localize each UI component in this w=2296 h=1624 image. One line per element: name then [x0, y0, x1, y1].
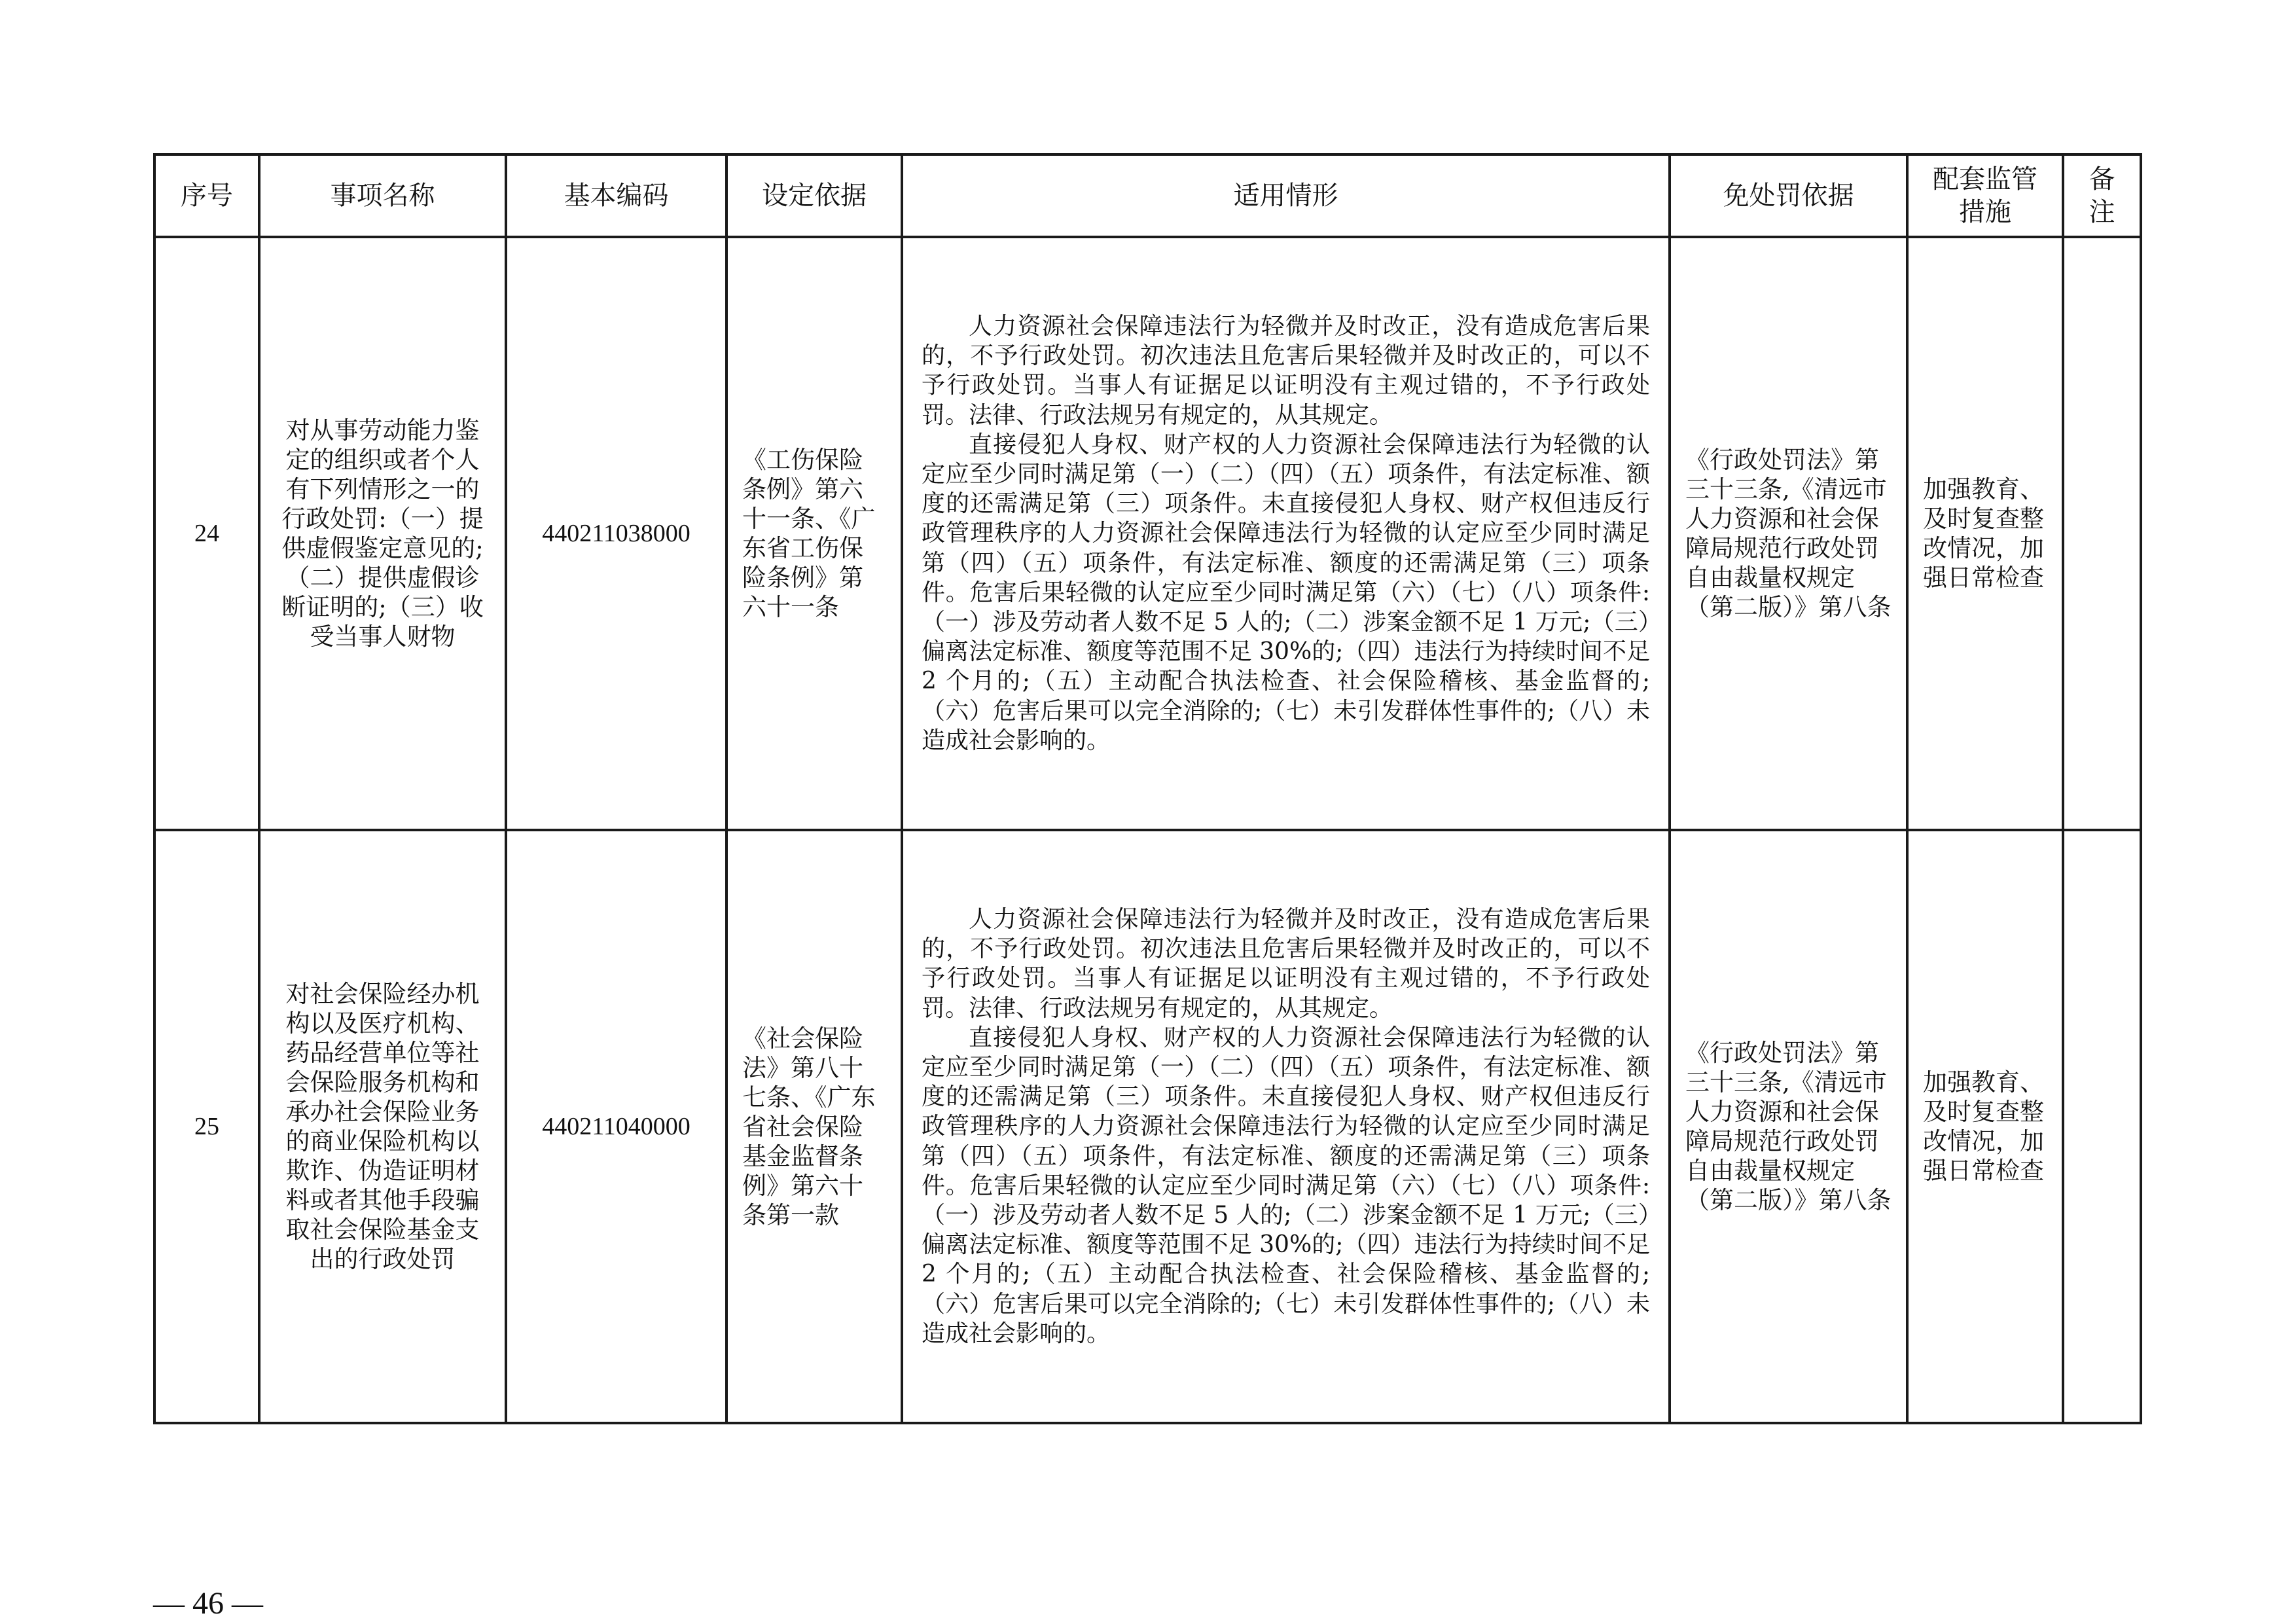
row-code: 440211040000: [506, 830, 726, 1423]
header-measures-text: 配套监管措施: [1933, 164, 2037, 227]
row-conditions-cell: [902, 830, 1670, 1423]
penalty-exemption-table: [153, 153, 2142, 1424]
header-row: [154, 154, 2141, 237]
row-conditions-paragraph-1: 人力资源社会保障违法行为轻微并及时改正，没有造成危害后果的，不予行政处罚。初次违法且危害后果轻微并及时改正的，可以不予行政处罚。当事人有证据足以证明没有主观过错的，不予行政处罚。法律、行政法规另有规定的，从其规定。: [922, 312, 1650, 429]
row-conditions-cell: [902, 237, 1670, 830]
row-conditions: [903, 312, 1668, 755]
row-basis: 《社会保险法》第八十七条、《广东省社会保险基金监督条例》第六十条第一款: [742, 1024, 876, 1229]
row-name: 对从事劳动能力鉴定的组织或者个人有下列情形之一的行政处罚:（一）提供虚假鉴定意见的;（二）提供虚假诊断证明的;（三）收受当事人财物: [281, 416, 484, 651]
table-row: [154, 237, 2141, 830]
row-name-cell: [259, 237, 506, 830]
row-seq: 25: [154, 830, 259, 1423]
table-header: [154, 154, 2141, 237]
row-conditions-paragraph-2: 直接侵犯人身权、财产权的人力资源社会保障违法行为轻微的认定应至少同时满足第（一）（二）（四）（五）项条件，有法定标准、额度的还需满足第（三）项条件。未直接侵犯人身权、财产权但违反行政管理秩序的人力资源社会保障违法行为轻微的认定应至少同时满足第（四）（五）项条件，有法定标准、额度的还需满足第（三）项条件。危害后果轻微的认定应至少同时满足第（六）（七）（八）项条件:（一）涉及劳动者人数不足 5 人的;（二）涉案金额不足 1 万元;（三）偏离法定标准、额度等范围不足 30%的;（四）违法行为持续时间不足 2 个月的;（五）主动配合执法检查、社会保险稽核、基金监督的;（六）危害后果可以完全消除的;（七）未引发群体性事件的;（八）未造成社会影响的。: [922, 1024, 1650, 1347]
row-measures: 加强教育、及时复查整改情况，加强日常检查: [1923, 475, 2044, 592]
row-basis-cell: [726, 237, 902, 830]
row-seq: 24: [154, 237, 259, 830]
header-remarks-text: 备注: [2089, 164, 2115, 227]
row-remarks: [2063, 830, 2141, 1423]
row-conditions: [903, 905, 1668, 1348]
header-conditions: 适用情形: [902, 154, 1670, 237]
header-name: 事项名称: [259, 154, 506, 237]
table-body: [154, 237, 2141, 1423]
header-exempt-basis: 免处罚依据: [1670, 154, 1907, 237]
row-remarks: [2063, 237, 2141, 830]
row-name-cell: [259, 830, 506, 1423]
header-basis: 设定依据: [726, 154, 902, 237]
header-code: 基本编码: [506, 154, 726, 237]
row-exempt-basis-cell: [1670, 237, 1907, 830]
header-remarks: [2063, 154, 2141, 237]
row-exempt-basis: 《行政处罚法》第三十三条,《清远市人力资源和社会保障局规范行政处罚自由裁量权规定（第二版）》第八条: [1685, 446, 1892, 621]
row-measures-cell: [1907, 237, 2063, 830]
row-basis-cell: [726, 830, 902, 1423]
row-measures: 加强教育、及时复查整改情况，加强日常检查: [1923, 1068, 2044, 1185]
table-row: [154, 830, 2141, 1423]
row-exempt-basis-cell: [1670, 830, 1907, 1423]
penalty-exemption-table-container: [153, 153, 2140, 1424]
row-basis: 《工伤保险条例》第六十一条、《广东省工伤保险条例》第六十一条: [742, 446, 876, 621]
row-exempt-basis: 《行政处罚法》第三十三条,《清远市人力资源和社会保障局规范行政处罚自由裁量权规定（第二版）》第八条: [1685, 1039, 1892, 1214]
page-number: — 46 —: [153, 1586, 263, 1621]
row-conditions-paragraph-2: 直接侵犯人身权、财产权的人力资源社会保障违法行为轻微的认定应至少同时满足第（一）（二）（四）（五）项条件，有法定标准、额度的还需满足第（三）项条件。未直接侵犯人身权、财产权但违反行政管理秩序的人力资源社会保障违法行为轻微的认定应至少同时满足第（四）（五）项条件，有法定标准、额度的还需满足第（三）项条件。危害后果轻微的认定应至少同时满足第（六）（七）（八）项条件:（一）涉及劳动者人数不足 5 人的;（二）涉案金额不足 1 万元;（三）偏离法定标准、额度等范围不足 30%的;（四）违法行为持续时间不足 2 个月的;（五）主动配合执法检查、社会保险稽核、基金监督的;（六）危害后果可以完全消除的;（七）未引发群体性事件的;（八）未造成社会影响的。: [922, 431, 1650, 754]
header-seq: 序号: [154, 154, 259, 237]
row-code: 440211038000: [506, 237, 726, 830]
row-name: 对社会保险经办机构以及医疗机构、药品经营单位等社会保险服务机构和承办社会保险业务的商业保险机构以欺诈、伪造证明材料或者其他手段骗取社会保险基金支出的行政处罚: [285, 980, 480, 1273]
row-conditions-paragraph-1: 人力资源社会保障违法行为轻微并及时改正，没有造成危害后果的，不予行政处罚。初次违法且危害后果轻微并及时改正的，可以不予行政处罚。当事人有证据足以证明没有主观过错的，不予行政处罚。法律、行政法规另有规定的，从其规定。: [922, 905, 1650, 1022]
row-measures-cell: [1907, 830, 2063, 1423]
header-measures: [1907, 154, 2063, 237]
